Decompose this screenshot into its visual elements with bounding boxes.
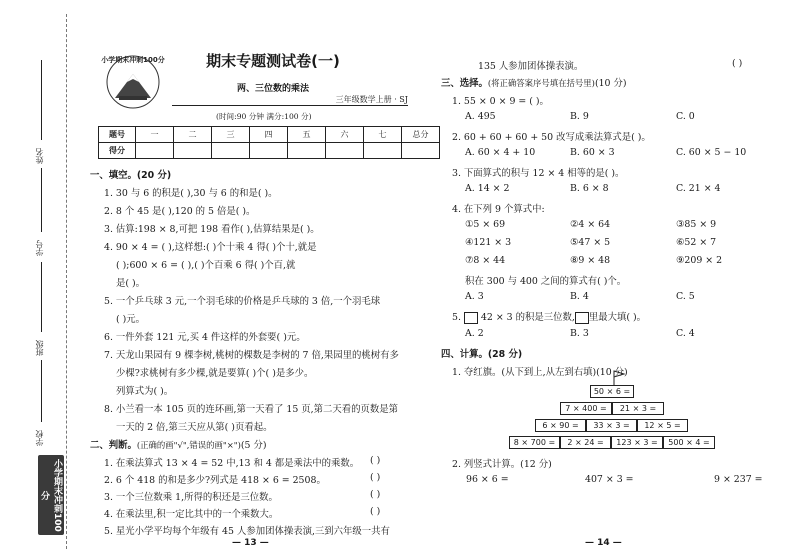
school-line xyxy=(41,360,42,422)
question-2: 2. 8 个 45 是( ),120 的 5 倍是( )。 xyxy=(104,206,256,217)
student-id-label: 学号 xyxy=(35,240,44,256)
score-input-cell[interactable] xyxy=(326,143,364,159)
table-cell: 题号 xyxy=(99,127,136,143)
choice-4-question: 积在 300 与 400 之间的算式有( )个。 xyxy=(465,276,627,287)
pyramid-cell[interactable]: 12 × 5 = xyxy=(637,419,688,432)
choice-2: 2. 60 + 60 + 60 + 50 改写成乘法算式是( )。 xyxy=(452,132,651,143)
question-4-line2: ( );600 × 6 = ( ),( )个百乘 6 得( )个百,就 xyxy=(116,260,296,271)
choice-5-option-c[interactable]: C. 4 xyxy=(676,328,695,339)
choice-2-option-c[interactable]: C. 60 × 5 − 10 xyxy=(676,147,747,158)
binding-strip xyxy=(0,0,90,560)
question-3: 3. 估算:198 × 8,可把 198 看作( ),估算结果是( )。 xyxy=(104,224,320,235)
section-4-title: 四、计算。(28 分) xyxy=(441,349,523,360)
choice-4-option-a[interactable]: A. 3 xyxy=(465,291,484,302)
time-info: (时间:90 分钟 满分:100 分) xyxy=(216,112,312,121)
question-7-line3: 列算式为( )。 xyxy=(116,386,174,397)
choice-5-middle: 42 × 3 的积是三位数, xyxy=(480,312,575,323)
title-rule xyxy=(172,105,408,106)
blank-box[interactable] xyxy=(464,312,478,324)
calc-item: 96 × 6 = xyxy=(466,474,509,485)
question-5-line2: ( )元。 xyxy=(116,314,146,325)
judge-5-paren[interactable]: ( ) xyxy=(732,58,743,69)
cut-line xyxy=(66,14,67,549)
question-5-line1: 5. 一个乒乓球 3 元,一个羽毛球的价格是乒乓球的 3 倍,一个羽毛球 xyxy=(104,296,381,307)
question-4-line1: 4. 90 × 4 = ( ),这样想:( )个十乘 4 得( )个十,就是 xyxy=(104,242,317,253)
page-number-right: — 14 — xyxy=(585,538,622,548)
pyramid-cell[interactable]: 2 × 24 = xyxy=(560,436,611,449)
section-2-header xyxy=(90,437,267,451)
table-cell: 四 xyxy=(250,127,288,143)
judge-5: 5. 星光小学平均每个年级有 45 人参加团体操表演,三到六年级一共有 xyxy=(104,526,390,537)
question-8-line1: 8. 小兰看一本 105 页的连环画,第一天看了 15 页,第二天看的页数是第 xyxy=(104,404,399,415)
school-label: 学校 xyxy=(35,430,44,446)
blank-box[interactable] xyxy=(575,312,589,324)
choice-1-option-a[interactable]: A. 495 xyxy=(465,111,496,122)
score-input-cell[interactable] xyxy=(136,143,174,159)
section-3-header xyxy=(441,75,627,89)
page-title: 期末专题测试卷(一) xyxy=(206,52,340,70)
question-8-line2: 一天的 2 倍,第三天应从第( )页看起。 xyxy=(116,422,273,433)
score-input-cell[interactable] xyxy=(364,143,402,159)
judge-4: 4. 在乘法里,积一定比其中的一个乘数大。 xyxy=(104,509,279,520)
judge-1: 1. 在乘法算式 13 × 4 = 52 中,13 和 4 都是乘法中的乘数。 xyxy=(104,458,360,469)
choice-5-option-a[interactable]: A. 2 xyxy=(465,328,484,339)
choice-2-option-b[interactable]: B. 60 × 3 xyxy=(570,147,615,158)
choice-5-end: 里最大填( )。 xyxy=(588,312,647,323)
choice-5-number: 5. xyxy=(452,312,461,323)
table-row xyxy=(99,127,440,143)
page-subtitle: 两、三位数的乘法 xyxy=(236,84,309,94)
choice-5 xyxy=(452,309,646,324)
choice-3-option-a[interactable]: A. 14 × 2 xyxy=(465,183,510,194)
class-line xyxy=(41,262,42,332)
table-cell: 一 xyxy=(136,127,174,143)
name-line xyxy=(41,60,42,140)
pyramid-cell[interactable]: 6 × 90 = xyxy=(535,419,586,432)
name-label: 姓名 xyxy=(35,148,44,164)
calc-item: 9 × 237 = xyxy=(714,474,763,485)
choice-3-option-c[interactable]: C. 21 × 4 xyxy=(676,183,721,194)
section-3-title: 三、选择。 xyxy=(441,78,488,89)
expr-item: ⑤47 × 5 xyxy=(570,237,611,248)
section-1-title: 一、填空。(20 分) xyxy=(90,170,172,181)
expr-item: ②4 × 64 xyxy=(570,219,611,230)
logo-emblem xyxy=(97,48,169,110)
score-input-cell[interactable] xyxy=(288,143,326,159)
question-4-line3: 是( )。 xyxy=(116,278,146,289)
choice-2-option-a[interactable]: A. 60 × 4 + 10 xyxy=(465,147,536,158)
choice-1-option-c[interactable]: C. 0 xyxy=(676,111,695,122)
score-input-cell[interactable] xyxy=(174,143,212,159)
flag-icon xyxy=(612,370,626,386)
score-input-cell[interactable] xyxy=(212,143,250,159)
student-id-line xyxy=(41,168,42,232)
pyramid-cell[interactable]: 50 × 6 = xyxy=(590,385,634,398)
expr-item: ①5 × 69 xyxy=(465,219,506,230)
expr-item: ⑥52 × 7 xyxy=(676,237,717,248)
judge-1-paren[interactable]: ( ) xyxy=(370,455,381,466)
expr-item: ④121 × 3 xyxy=(465,237,512,248)
judge-3-paren[interactable]: ( ) xyxy=(370,489,381,500)
calc-2-title: 2. 列竖式计算。(12 分) xyxy=(452,459,552,470)
table-cell: 六 xyxy=(326,127,364,143)
expr-item: ⑦8 × 44 xyxy=(465,255,506,266)
choice-4-option-c[interactable]: C. 5 xyxy=(676,291,695,302)
question-7-line2: 少棵?求桃树有多少棵,就是要算( )个( )是多少。 xyxy=(116,368,314,379)
score-table xyxy=(98,126,440,159)
table-row xyxy=(99,143,440,159)
logo-text: 小学期末冲刺100分 xyxy=(101,56,165,64)
calc-1-title: 1. 夺红旗。(从下到上,从左到右填)(10 分) xyxy=(452,367,628,378)
brand-badge: 小学期末冲刺100分 xyxy=(38,455,64,535)
pyramid-cell[interactable]: 8 × 700 = xyxy=(509,436,560,449)
section-2-score: (5 分) xyxy=(240,440,267,451)
question-6: 6. 一件外套 121 元,买 4 件这样的外套要( )元。 xyxy=(104,332,306,343)
table-cell: 三 xyxy=(212,127,250,143)
choice-3-option-b[interactable]: B. 6 × 8 xyxy=(570,183,609,194)
judge-3: 3. 一个三位数乘 1,所得的积还是三位数。 xyxy=(104,492,278,503)
section-2-title: 二、判断。 xyxy=(90,440,137,451)
choice-1-option-b[interactable]: B. 9 xyxy=(570,111,589,122)
judge-2-paren[interactable]: ( ) xyxy=(370,472,381,483)
question-7-line1: 7. 天龙山果园有 9 棵李树,桃树的棵数是李树的 7 倍,果园里的桃树有多 xyxy=(104,350,399,361)
expr-item: ⑧9 × 48 xyxy=(570,255,611,266)
expr-item: ⑨209 × 2 xyxy=(676,255,723,266)
score-input-cell[interactable] xyxy=(250,143,288,159)
grade-label: 三年级数学上册 · SJ xyxy=(335,95,408,104)
judge-2: 2. 6 个 418 的和是多少?列式是 418 × 6 = 2508。 xyxy=(104,475,326,486)
table-cell: 七 xyxy=(364,127,402,143)
question-1: 1. 30 与 6 的积是( ),30 与 6 的和是( )。 xyxy=(104,188,278,199)
table-cell: 得分 xyxy=(99,143,136,159)
choice-3: 3. 下面算式的积与 12 × 4 相等的是( )。 xyxy=(452,168,625,179)
calc-item: 407 × 3 = xyxy=(585,474,634,485)
table-cell: 五 xyxy=(288,127,326,143)
expr-item: ③85 × 9 xyxy=(676,219,717,230)
choice-5-option-b[interactable]: B. 3 xyxy=(570,328,589,339)
pyramid-cell[interactable]: 33 × 3 = xyxy=(586,419,637,432)
judge-4-paren[interactable]: ( ) xyxy=(370,506,381,517)
section-3-score: (10 分) xyxy=(594,78,627,89)
table-cell: 二 xyxy=(174,127,212,143)
choice-1: 1. 55 × 0 × 9 = ( )。 xyxy=(452,96,549,107)
pyramid-cell[interactable]: 500 × 4 = xyxy=(663,436,715,449)
score-input-cell[interactable] xyxy=(402,143,440,159)
judge-5-continued: 135 人参加团体操表演。 xyxy=(478,61,584,72)
pyramid-cell[interactable]: 7 × 400 = xyxy=(560,402,612,415)
section-2-note: (正确的画"√",错误的画"×") xyxy=(136,440,241,450)
choice-4-option-b[interactable]: B. 4 xyxy=(570,291,589,302)
section-3-note: (将正确答案序号填在括号里) xyxy=(487,78,595,88)
choice-4: 4. 在下列 9 个算式中: xyxy=(452,204,545,215)
table-cell: 总分 xyxy=(402,127,440,143)
pyramid-cell[interactable]: 21 × 3 = xyxy=(612,402,664,415)
pyramid-cell[interactable]: 123 × 3 = xyxy=(611,436,663,449)
class-label: 班级 xyxy=(35,340,44,356)
page-number-left: — 13 — xyxy=(232,538,269,548)
